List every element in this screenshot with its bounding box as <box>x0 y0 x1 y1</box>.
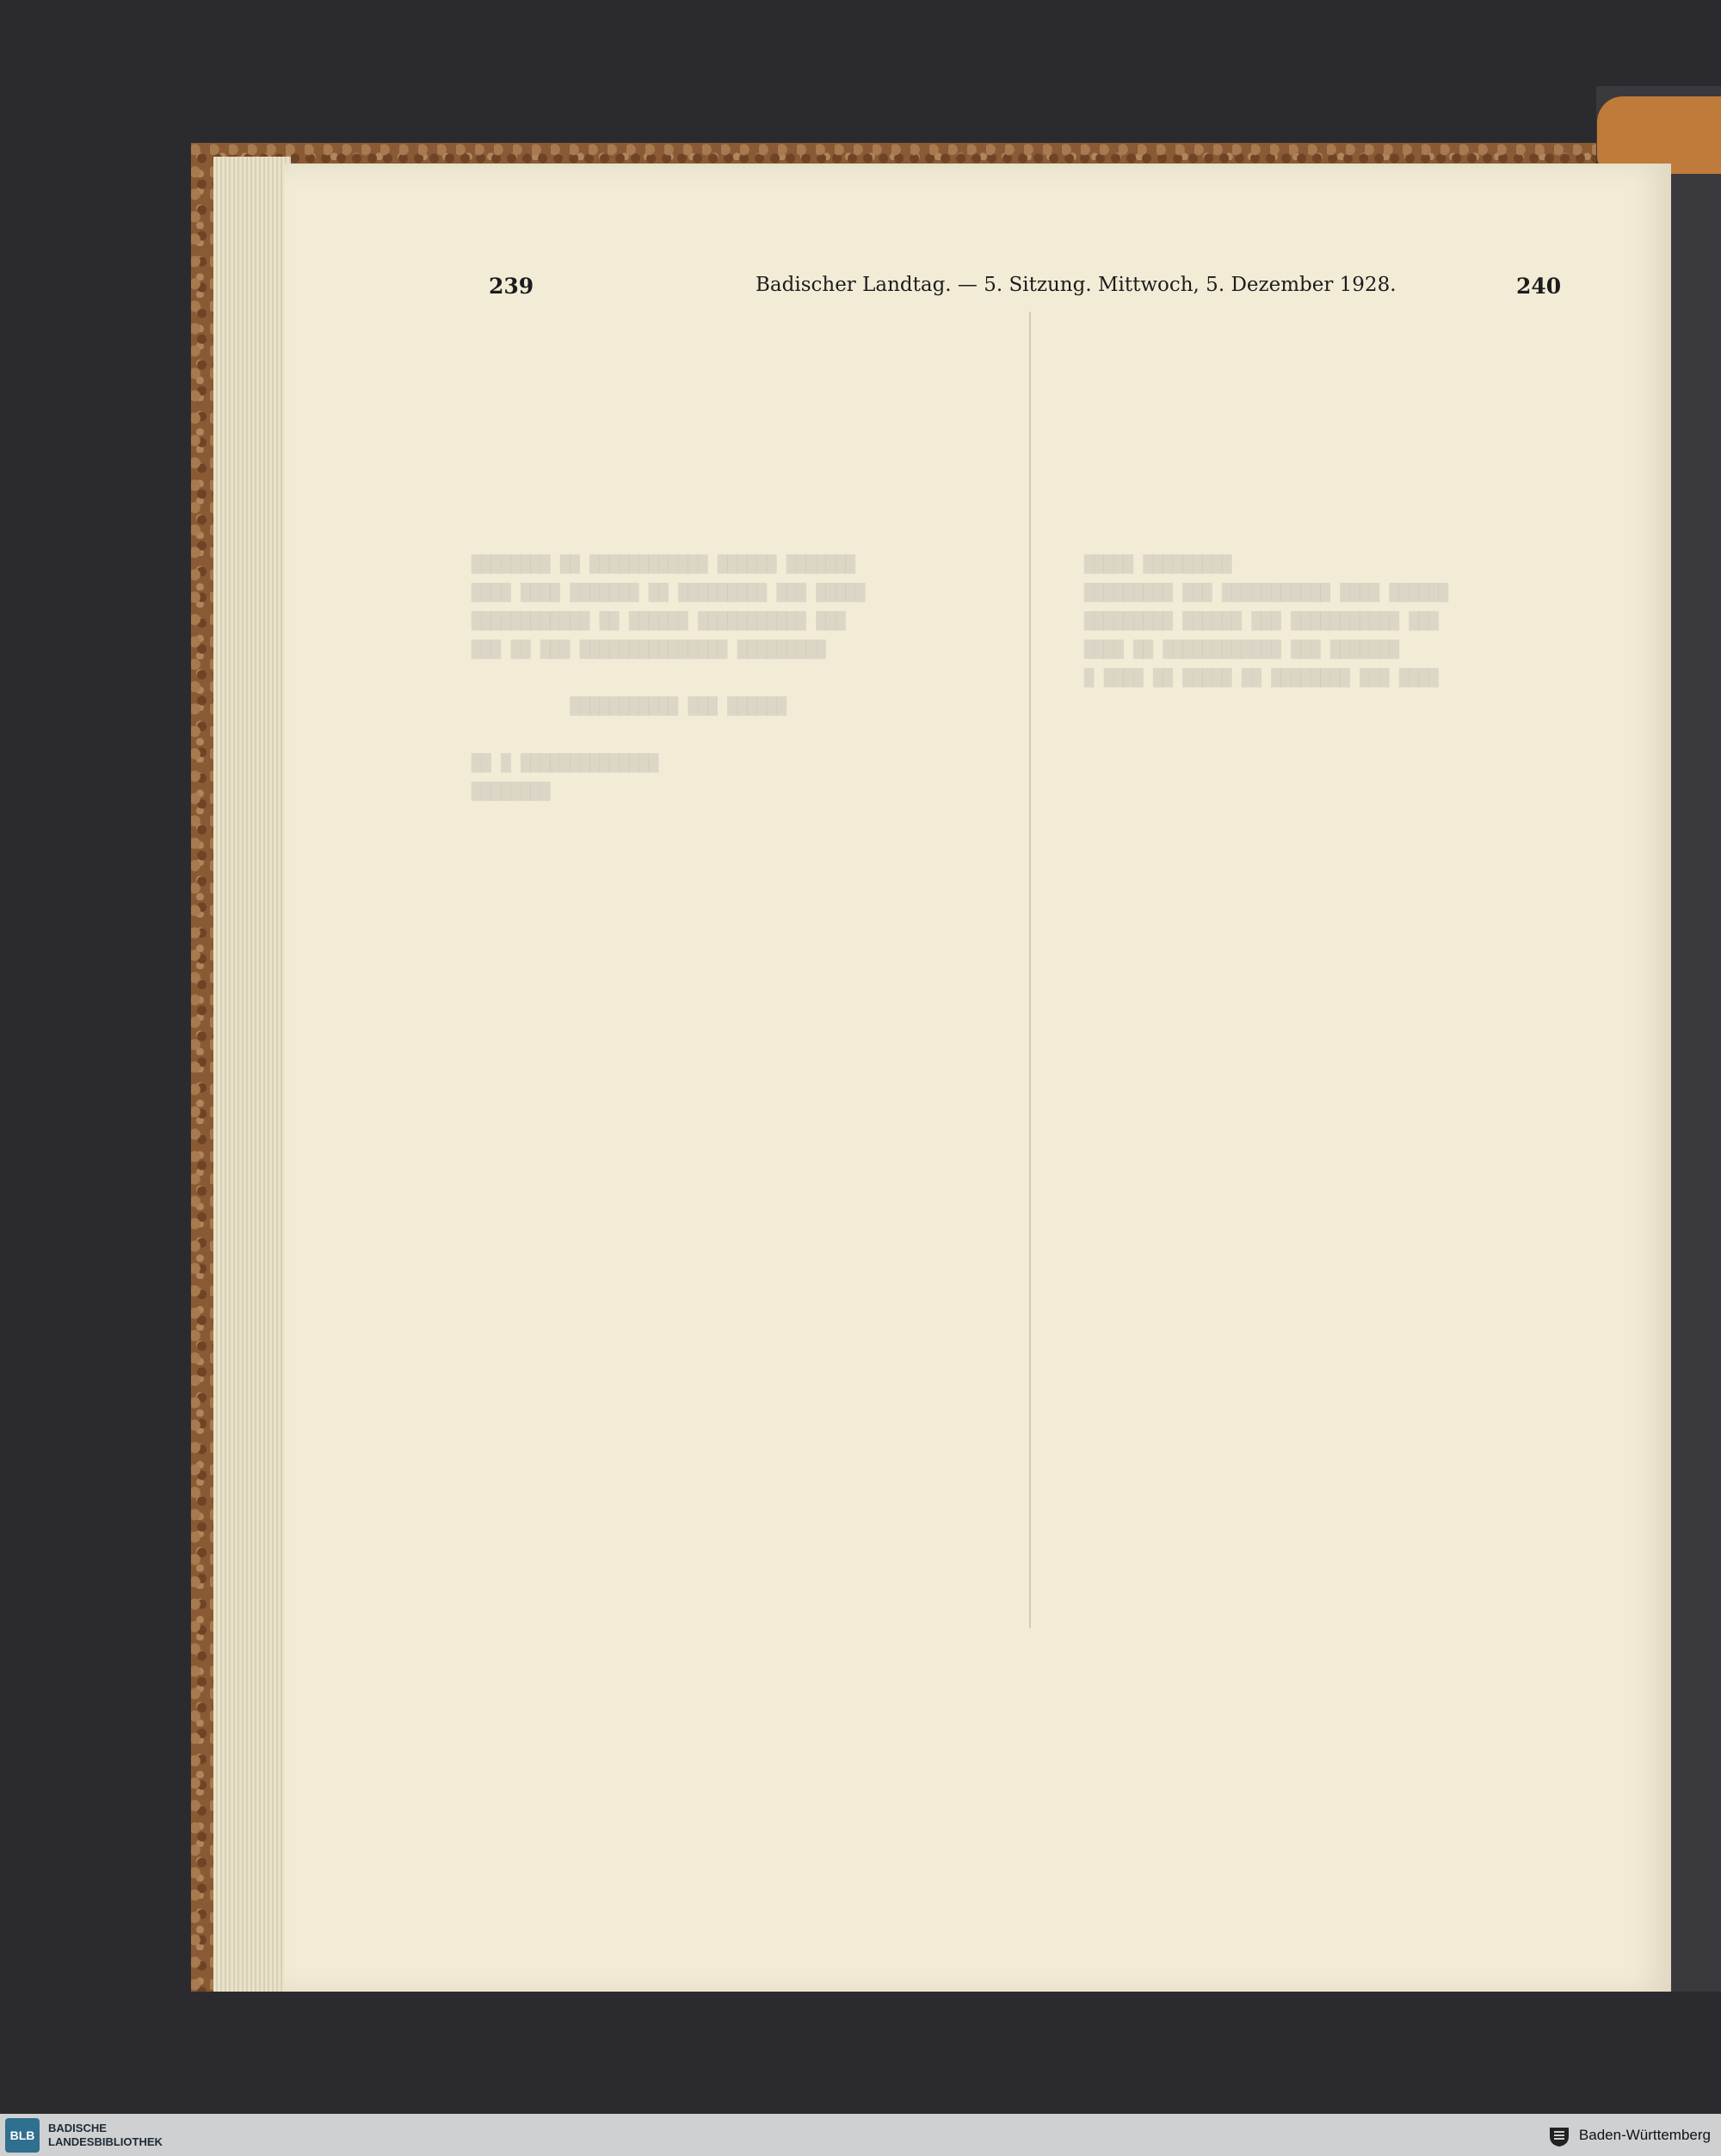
state-name: Baden-Württemberg <box>1578 2127 1711 2143</box>
bookmark-tab <box>1597 96 1721 174</box>
library-name <box>48 2122 163 2149</box>
coat-of-arms-icon <box>1546 2122 1572 2148</box>
page-stack <box>213 157 291 1992</box>
page-number-right: 240 <box>1516 274 1562 299</box>
show-through-left: ████████ ██ ████████████ ██████ ███████ ████ ████ ███████ ██ █████████ ███ █████ ████████████ ██ ██████ ███████████ ███ ███ ██ ███ ███████████████ █████████ ███████████ ███ ██████ ██ █ ██████████████ ████████ <box>472 555 866 801</box>
library-name-line2: LANDESBIBLIOTHEK <box>48 2134 163 2148</box>
footer-bar <box>0 2114 1721 2156</box>
page-number-left: 239 <box>489 274 534 299</box>
column-divider <box>1029 312 1031 1628</box>
state-logo[interactable] <box>1546 2122 1711 2148</box>
blb-logo[interactable]: BLB <box>5 2118 40 2153</box>
show-through-right: █████ █████████ █████████ ███ ███████████ ████ ██████ █████████ ██████ ███ ███████████ ███ ████ ██ ████████████ ███ ███████ █ ████ ██ █████ ██ ████████ ███ ████ <box>1084 555 1449 688</box>
book-page <box>284 164 1671 1992</box>
running-head: Badischer Landtag. — 5. Sitzung. Mittwoch, 5. Dezember 1928. <box>756 274 1397 296</box>
library-name-line1: BADISCHE <box>48 2121 107 2134</box>
